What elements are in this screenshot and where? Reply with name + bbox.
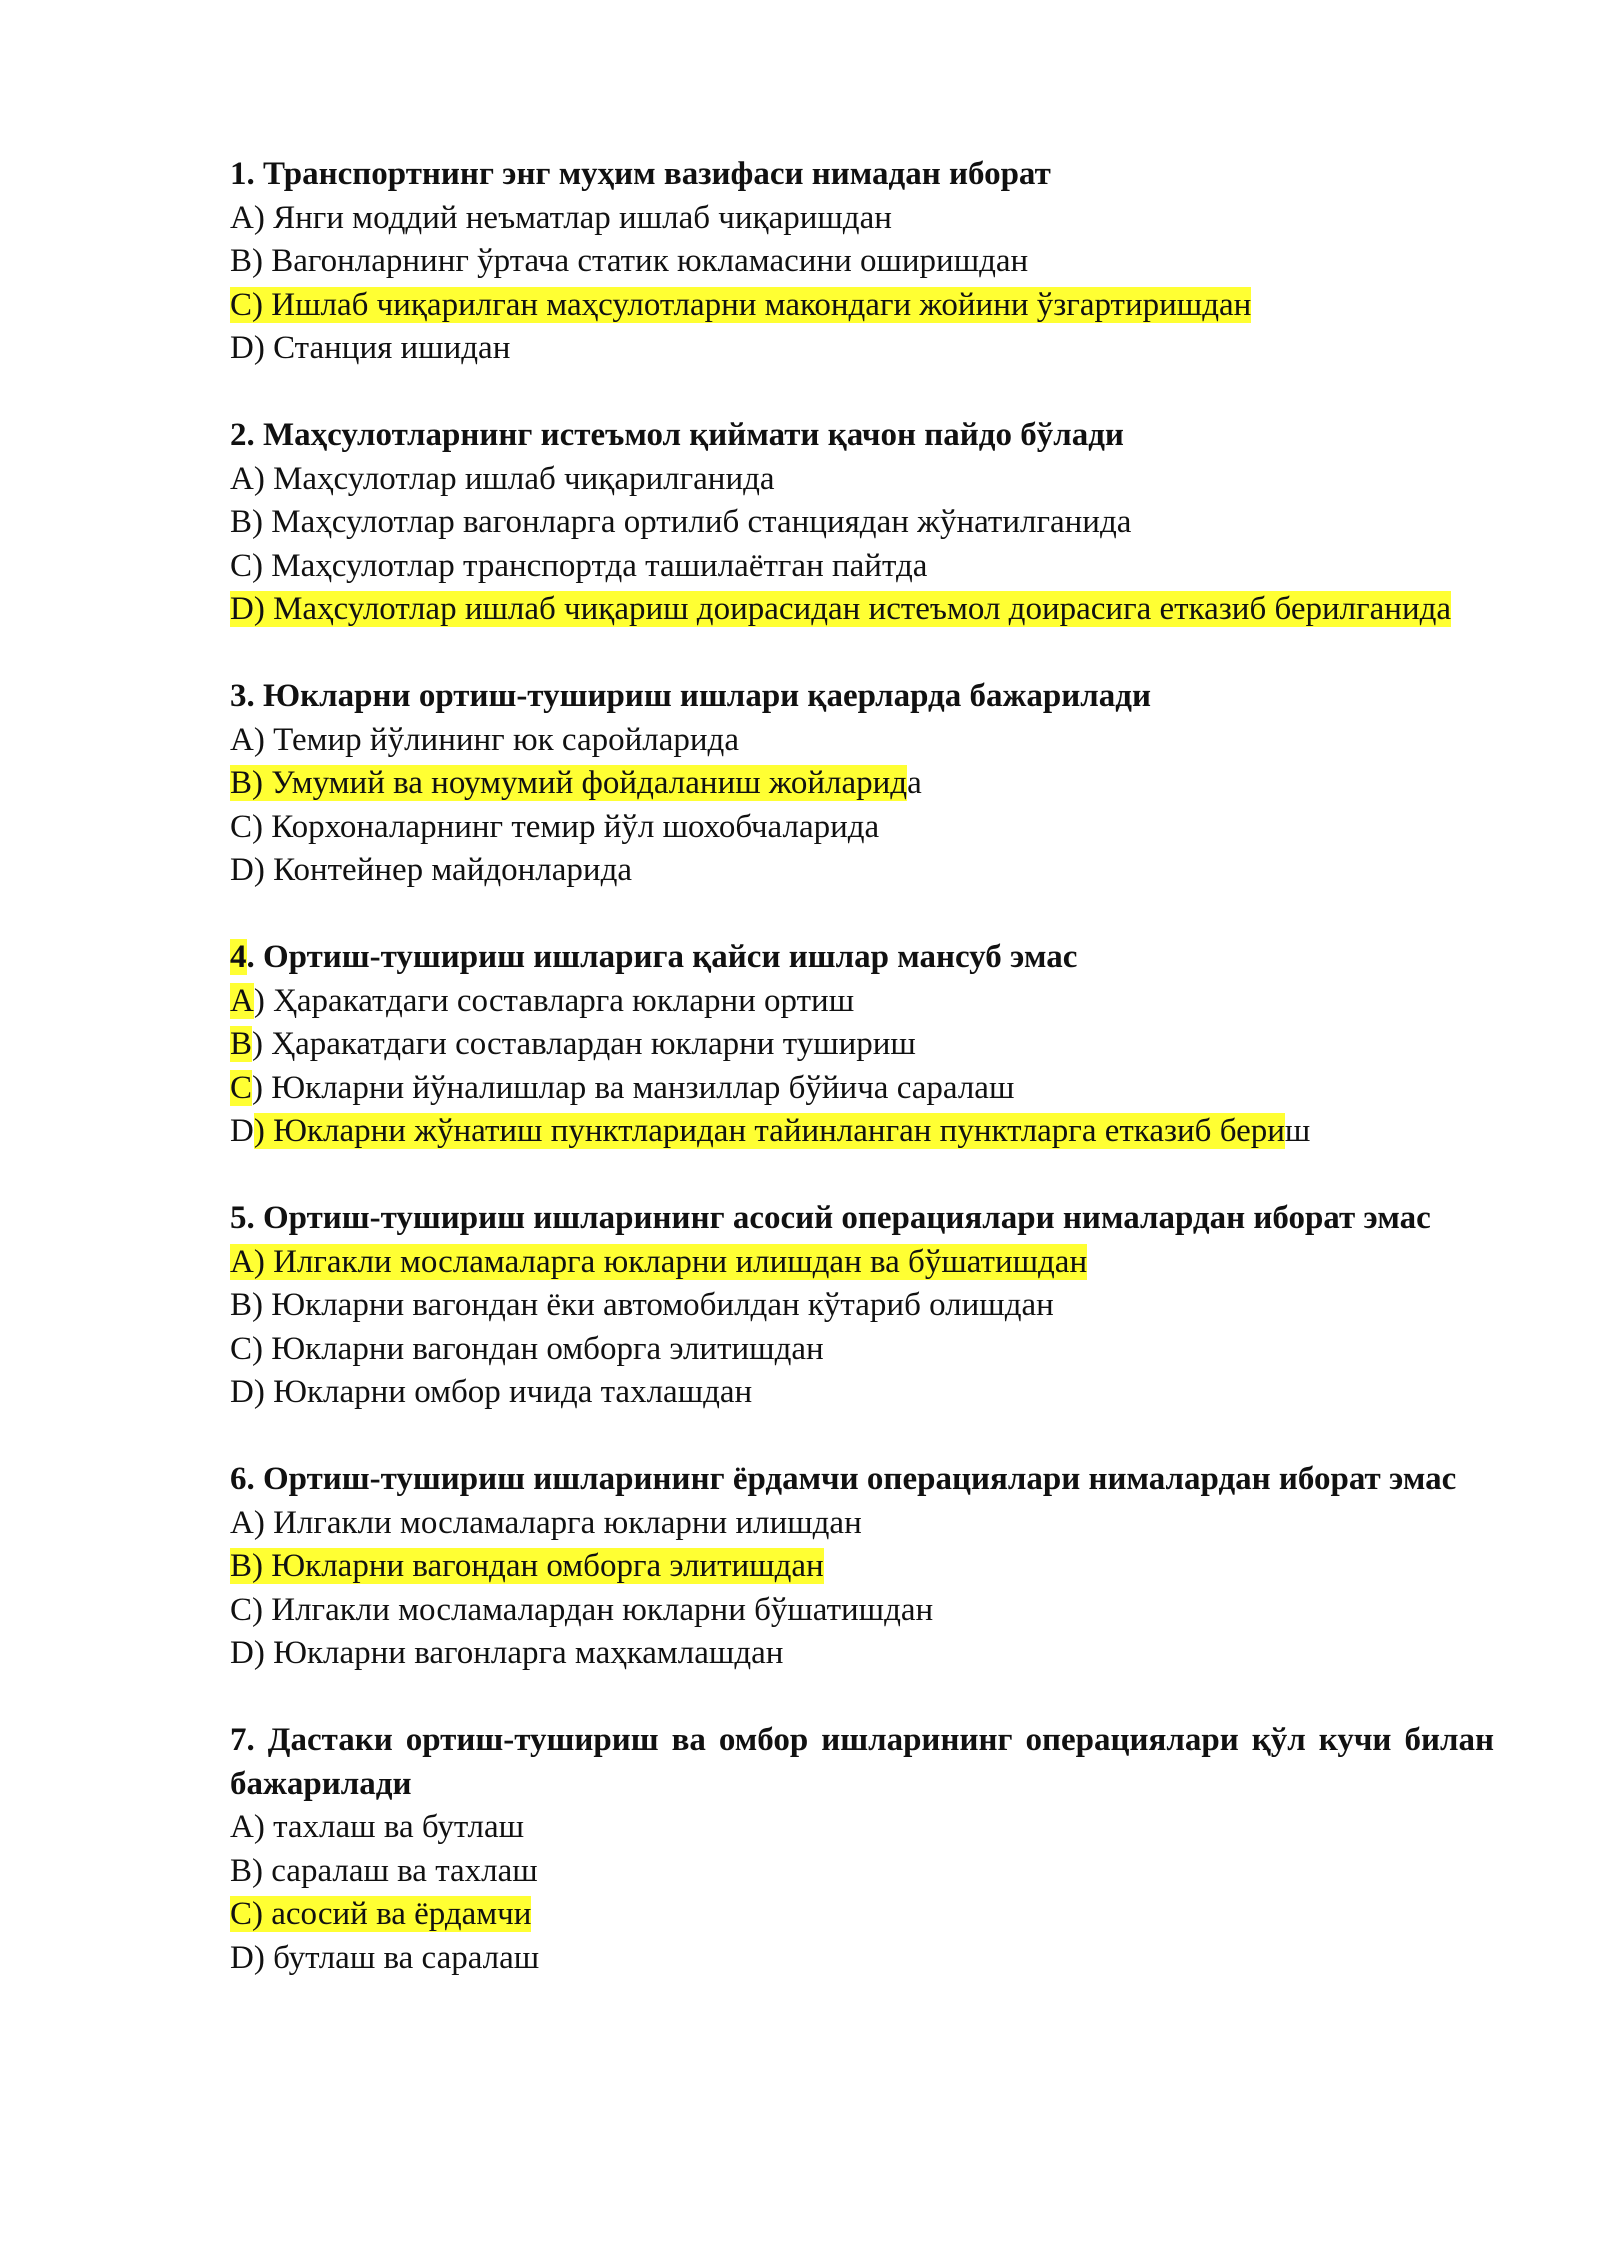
question-2 <box>230 414 1494 632</box>
text-segment: . Ортиш-тушириш ишларига қайси ишлар мансуб эмас <box>246 939 1078 975</box>
answer-option-c <box>230 806 1494 850</box>
question-title <box>230 414 1494 458</box>
text-segment: C) Корхоналарнинг темир йўл шохобчаларида <box>230 808 880 845</box>
text-segment: D) Юкларни омбор ичида тахлашдан <box>230 1374 753 1410</box>
question-6 <box>230 1458 1494 1676</box>
answer-option-d <box>230 327 1494 371</box>
question-title <box>230 1197 1494 1241</box>
text-segment: C) Юкларни вагондан омборга элитишдан <box>230 1330 824 1367</box>
answer-option-d <box>230 1110 1494 1154</box>
question-5 <box>230 1197 1494 1415</box>
question-4 <box>230 936 1494 1154</box>
question-title <box>230 936 1494 980</box>
question-7 <box>230 1719 1494 1980</box>
text-segment: 6. Ортиш-тушириш ишларининг ёрдамчи операциялари нималардан иборат эмас <box>230 1461 1457 1497</box>
text-segment: A) Илгакли мосламаларга юкларни илишдан <box>230 1504 862 1541</box>
text-segment: C) Илгакли мосламалардан юкларни бўшатишдан <box>230 1591 934 1628</box>
test-document <box>230 153 1494 2024</box>
answer-option-b <box>230 240 1494 284</box>
answer-option-d <box>230 1937 1494 1981</box>
answer-option-d <box>230 1371 1494 1415</box>
answer-option-d <box>230 1632 1494 1676</box>
answer-option-a <box>230 1502 1494 1546</box>
answer-option-a <box>230 1806 1494 1850</box>
text-segment: D) Контейнер майдонларида <box>230 852 633 888</box>
text-segment: 3. Юкларни ортиш-тушириш ишлари қаерларда бажарилади <box>230 678 1152 714</box>
answer-option-c <box>230 1328 1494 1372</box>
text-segment: A) Темир йўлининг юк саройларида <box>230 721 739 758</box>
text-segment: ) Юкларни йўналишлар ва манзиллар бўйича саралаш <box>252 1069 1015 1106</box>
highlighted-text: D) Маҳсулотлар ишлаб чиқариш доирасидан истеъмол доирасига етказиб берилганида <box>230 591 1452 627</box>
text-segment: D) Юкларни вагонларга маҳкамлашдан <box>230 1635 784 1671</box>
text-segment: 7. Дастаки ортиш-тушириш ва омбор ишларининг операциялари қўл кучи билан бажарилади <box>230 1722 1494 1802</box>
text-segment: B) Маҳсулотлар вагонларга ортилиб станциядан жўнатилганида <box>230 504 1132 540</box>
text-segment: ) Ҳаракатдаги составлардан юкларни тушириш <box>252 1026 916 1062</box>
text-segment: A) Янги моддий неъматлар ишлаб чиқаришдан <box>230 199 892 236</box>
highlighted-text: B <box>230 1026 253 1062</box>
answer-option-b <box>230 762 1494 806</box>
text-segment: B) Вагонларнинг ўртача статик юкламасини оширишдан <box>230 243 1029 279</box>
text-segment: 1. Транспортнинг энг муҳим вазифаси нимадан иборат <box>230 156 1051 192</box>
question-title <box>230 1458 1494 1502</box>
answer-option-a <box>230 980 1494 1024</box>
highlighted-text: 4 <box>230 939 247 975</box>
answer-option-b <box>230 1023 1494 1067</box>
answer-option-b <box>230 1284 1494 1328</box>
text-segment: D) бутлаш ва саралаш <box>230 1939 540 1976</box>
answer-option-c <box>230 1589 1494 1633</box>
text-segment: A) Маҳсулотлар ишлаб чиқарилганида <box>230 460 775 497</box>
text-segment: B) саралаш ва тахлаш <box>230 1852 538 1889</box>
answer-option-c <box>230 545 1494 589</box>
text-segment: B) Юкларни вагондан ёки автомобилдан кўтариб олишдан <box>230 1287 1054 1323</box>
text-segment: D <box>230 1113 254 1149</box>
answer-option-a <box>230 197 1494 241</box>
answer-option-c <box>230 1067 1494 1111</box>
question-title <box>230 675 1494 719</box>
highlighted-text: C <box>230 1069 253 1106</box>
text-segment: ш <box>1284 1113 1311 1149</box>
answer-option-d <box>230 588 1494 632</box>
highlighted-text: A) Илгакли мосламаларга юкларни илишдан ва бўшатишдан <box>230 1243 1088 1280</box>
text-segment: а <box>907 765 922 801</box>
highlighted-text: C) асосий ва ёрдамчи <box>230 1896 532 1932</box>
question-title <box>230 153 1494 197</box>
answer-option-a <box>230 1241 1494 1285</box>
answer-option-c <box>230 1893 1494 1937</box>
answer-option-b <box>230 1545 1494 1589</box>
question-title <box>230 1719 1494 1806</box>
answer-option-b <box>230 501 1494 545</box>
text-segment: ) Ҳаракатдаги составларга юкларни ортиш <box>253 982 855 1019</box>
text-segment: C) Маҳсулотлар транспортда ташилаётган пайтда <box>230 547 928 584</box>
text-segment: 5. Ортиш-тушириш ишларининг асосий операциялари нималардан иборат эмас <box>230 1200 1431 1236</box>
text-segment: 2. Маҳсулотларнинг истеъмол қиймати қачон пайдо бўлади <box>230 417 1124 453</box>
answer-option-a <box>230 458 1494 502</box>
highlighted-text: B) Умумий ва ноумумий фойдаланиш жойларид <box>230 765 908 801</box>
highlighted-text: A <box>230 982 254 1019</box>
answer-option-a <box>230 719 1494 763</box>
answer-option-d <box>230 849 1494 893</box>
text-segment: A) тахлаш ва бутлаш <box>230 1809 525 1845</box>
highlighted-text: C) Ишлаб чиқарилган маҳсулотларни макондаги жойини ўзгартиришдан <box>230 286 1252 323</box>
question-1 <box>230 153 1494 371</box>
highlighted-text: B) Юкларни вагондан омборга элитишдан <box>230 1548 824 1584</box>
answer-option-b <box>230 1850 1494 1894</box>
text-segment: D) Станция ишидан <box>230 330 511 366</box>
highlighted-text: ) Юкларни жўнатиш пунктларидан тайинланган пунктларга етказиб бери <box>253 1113 1285 1149</box>
answer-option-c <box>230 284 1494 328</box>
question-3 <box>230 675 1494 893</box>
